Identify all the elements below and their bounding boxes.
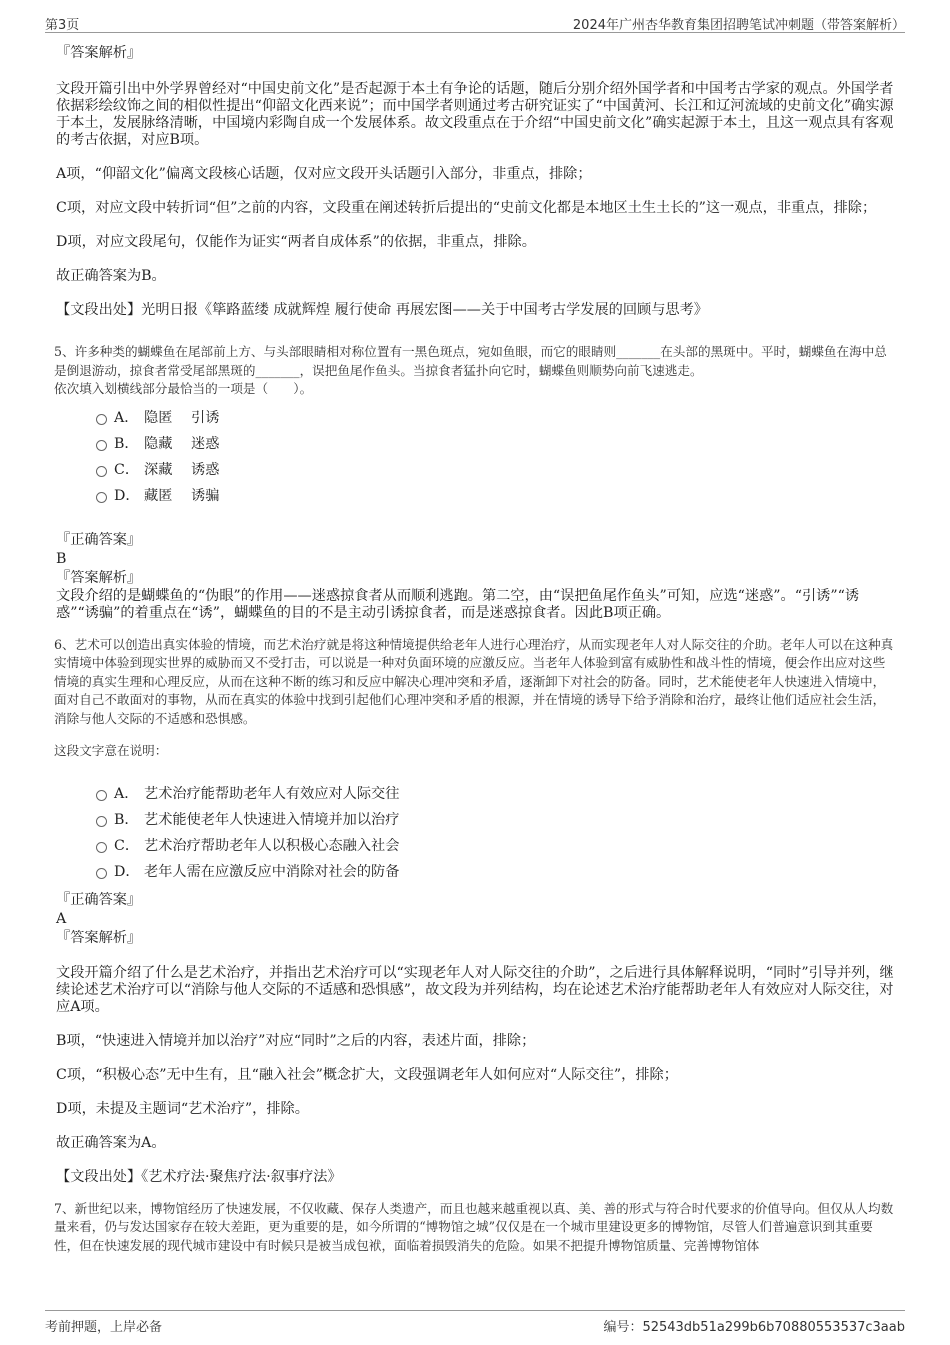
question-prompt: 依次填入划横线部分最恰当的一项是（ ）。 xyxy=(54,381,313,396)
option-a[interactable]: A． 隐匿 引诱 xyxy=(96,405,894,431)
correct-answer: B xyxy=(56,550,67,567)
question-stem: 5、许多种类的蝴蝶鱼在尾部前上方、与头部眼睛相对称位置有一黑色斑点，宛如鱼眼，而它的眼睛则_______在头部的黑斑中。平时，蝴蝶鱼在海中总是倒退游动，掠食者常受尾部黑斑的_______，误把鱼尾作鱼头。当掠食者猛扑向它时，蝴蝶鱼则顺势向前飞速逃走。 xyxy=(54,344,887,378)
analysis-paragraph: A项，“仰韶文化”偏离文段核心话题，仅对应文段开头话题引入部分，非重点，排除； xyxy=(56,166,592,182)
document-title: 2024年广州杏华教育集团招聘笔试冲刺题（带答案解析） xyxy=(572,18,905,33)
page-content xyxy=(56,44,894,1255)
option-b[interactable]: B． 艺术能使老年人快速进入情境并加以治疗 xyxy=(96,807,894,833)
option-c[interactable]: C． 深藏 诱惑 xyxy=(96,457,894,483)
analysis-paragraph: C项，对应文段中转折词“但”之前的内容，文段重在阐述转折后提出的“史前文化都是本地区土生土长的”这一观点，非重点，排除； xyxy=(56,200,877,216)
analysis-label: 『答案解析』 xyxy=(56,45,142,61)
page-footer xyxy=(45,1310,905,1335)
radio-button[interactable] xyxy=(96,816,107,827)
option-d[interactable]: D． 老年人需在应激反应中消除对社会的防备 xyxy=(96,859,894,885)
correct-answer: A xyxy=(56,910,67,927)
question-stem: 6、艺术可以创造出真实体验的情境，而艺术治疗就是将这种情境提供给老年人进行心理治疗，从而实现老年人对人际交往的介助。老年人可以在这种真实情境中体验到现实世界的威胁而又不受打击，可以说是一种对负面环境的应激反应。当老年人体验到富有威胁性和战斗性的情境，便会作出应对这些情境的真实生理和心理反应，从而在这种不断的练习和反应中解决心理冲突和矛盾，逐渐卸下对社会的防备。同时，艺术能使老年人快速进入情境中，面对自己不敢面对的事物，从而在真实的体验中找到引起他们心理冲突和矛盾的根源，并在情境的诱导下给予消除和治疗，最终让他们适应社会生活，消除与他人交际的不适感和恐惧感。 xyxy=(54,636,894,726)
analysis-paragraph: 故正确答案为B。 xyxy=(56,268,166,284)
page-number: 第3页 xyxy=(45,18,80,33)
analysis-paragraph: B项，“快速进入情境并加以治疗”对应“同时”之后的内容，表述片面，排除； xyxy=(56,1032,536,1049)
page-header xyxy=(45,12,905,33)
radio-button[interactable] xyxy=(96,466,107,477)
radio-button[interactable] xyxy=(96,868,107,879)
analysis-paragraph: D项，未提及主题词“艺术治疗”，排除。 xyxy=(56,1100,309,1117)
radio-button[interactable] xyxy=(96,790,107,801)
option-d[interactable]: D． 藏匿 诱骗 xyxy=(96,483,894,509)
question-prompt: 这段文字意在说明： xyxy=(54,743,168,758)
option-a[interactable]: A． 艺术治疗能帮助老年人有效应对人际交往 xyxy=(96,781,894,807)
correct-answer-label: 『正确答案』 xyxy=(56,531,142,548)
analysis-label: 『答案解析』 xyxy=(56,569,142,586)
option-b[interactable]: B． 隐藏 迷惑 xyxy=(96,431,894,457)
source-citation: 【文段出处】《艺术疗法·聚焦疗法·叙事疗法》 xyxy=(56,1168,342,1185)
option-list xyxy=(96,781,894,885)
correct-answer-label: 『正确答案』 xyxy=(56,891,142,908)
radio-button[interactable] xyxy=(96,492,107,503)
analysis-paragraph: D项，对应文段尾句，仅能作为证实“两者自成体系”的依据，非重点，排除。 xyxy=(56,234,536,250)
option-list xyxy=(96,405,894,509)
document-id: 编号：52543db51a299b6b70880553537c3aab xyxy=(603,1320,905,1335)
analysis-paragraph: 故正确答案为A。 xyxy=(56,1134,166,1151)
analysis-label: 『答案解析』 xyxy=(56,929,142,946)
analysis-paragraph: C项，“积极心态”无中生有，且“融入社会”概念扩大，文段强调老年人如何应对“人际交往”，排除； xyxy=(56,1066,678,1083)
footer-slogan: 考前押题，上岸必备 xyxy=(45,1320,163,1335)
analysis-paragraph: 文段开篇介绍了什么是艺术治疗，并指出艺术治疗可以“实现老年人对人际交往的介助”，之后进行具体解释说明，“同时”引导并列，继续论述艺术治疗可以“消除与他人交际的不适感和恐惧感”，故文段为并列结构，均在论述艺术治疗能帮助老年人有效应对人际交往，对应A项。 xyxy=(56,964,894,1015)
source-citation: 【文段出处】光明日报《筚路蓝缕 成就辉煌 履行使命 再展宏图——关于中国考古学发展的回顾与思考》 xyxy=(56,302,708,318)
radio-button[interactable] xyxy=(96,414,107,425)
question-stem: 7、新世纪以来，博物馆经历了快速发展，不仅收藏、保存人类遗产，而且也越来越重视以真、美、善的形式与符合时代要求的价值导向。但仅从人均数量来看，仍与发达国家存在较大差距，更为重要的是，如今所谓的“博物馆之城”仅仅是在一个城市里建设更多的博物馆，尽管人们普遍意识到其重要性，但在快速发展的现代城市建设中有时候只是被当成包袱，面临着损毁消失的危险。如果不把提升博物馆质量、完善博物馆体 xyxy=(54,1200,894,1253)
radio-button[interactable] xyxy=(96,842,107,853)
option-c[interactable]: C． 艺术治疗帮助老年人以积极心态融入社会 xyxy=(96,833,894,859)
analysis-paragraph: 文段介绍的是蝴蝶鱼的“伪眼”的作用——迷惑掠食者从而顺利逃跑。第二空，由“误把鱼尾作鱼头”可知，应选“迷惑”。“引诱”“诱惑”“诱骗”的着重点在“诱”，蝴蝶鱼的目的不是主动引诱掠食者，而是迷惑掠食者。因此B项正确。 xyxy=(56,587,860,621)
radio-button[interactable] xyxy=(96,440,107,451)
analysis-paragraph: 文段开篇引出中外学界曾经对“中国史前文化”是否起源于本土有争论的话题，随后分别介绍外国学者和中国考古学家的观点。外国学者依据彩绘纹饰之间的相似性提出“仰韶文化西来说”；而中国学者则通过考古研究证实了“中国黄河、长江和辽河流域的史前文化”确实源于本土，发展脉络清晰，中国境内彩陶自成一个发展体系。故文段重点在于介绍“中国史前文化”确实起源于本土，且这一观点具有客观的考古依据，对应B项。 xyxy=(56,81,894,148)
